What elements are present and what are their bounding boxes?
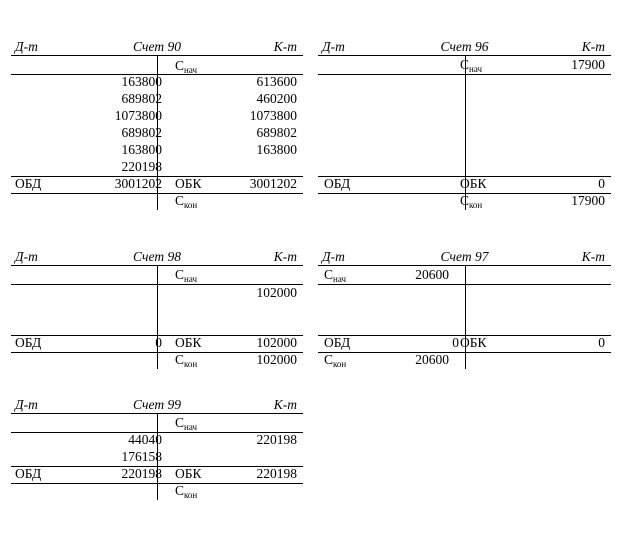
opening-balance-row	[11, 267, 303, 284]
debit-turnover-value: 0	[155, 335, 162, 350]
opening-rule	[318, 74, 611, 75]
opening-balance-value: 17900	[571, 57, 605, 72]
opening-balance-value: 20600	[415, 267, 449, 282]
credit-label: К-т	[581, 39, 605, 54]
closing-balance-label: $С_{кон}$	[175, 483, 198, 500]
debit-label: Д-т	[322, 39, 345, 54]
credit-label: К-т	[273, 397, 297, 412]
closing-balance-label: $С_{кон}$	[175, 193, 198, 210]
debit-turnover-value: 0	[452, 335, 459, 350]
credit-entry: 460200	[256, 91, 297, 106]
debit-entry: 163800	[121, 74, 162, 89]
credit-entry: 613600	[256, 74, 297, 89]
debit-entry: 163800	[121, 142, 162, 157]
credit-label: К-т	[273, 39, 297, 54]
t-account-99	[11, 396, 303, 500]
account-header	[11, 38, 303, 55]
account-header	[318, 248, 611, 265]
credit-turnover-value: 102000	[256, 335, 297, 350]
credit-turnover-label: ОБК	[175, 466, 202, 481]
closing-balance-label: $С_{кон}$	[175, 352, 198, 369]
credit-entry: 1073800	[249, 108, 297, 123]
opening-balance-label: $С_{нач}$	[175, 267, 197, 284]
account-header	[11, 396, 303, 413]
account-title: Счет 96	[440, 39, 489, 54]
closing-balance-value: 102000	[256, 352, 297, 367]
opening-balance-label: $С_{нач}$	[460, 57, 482, 74]
t-account-98	[11, 248, 303, 369]
closing-balance-row	[11, 193, 303, 210]
credit-entry: 220198	[256, 432, 297, 447]
credit-entry: 102000	[256, 285, 297, 300]
account-title: Счет 97	[440, 249, 489, 264]
debit-turnover-label: ОБД	[15, 335, 42, 350]
debit-turnover-label: ОБД	[15, 176, 42, 191]
closing-balance-value: 17900	[571, 193, 605, 208]
debit-turnover-value: 220198	[121, 466, 162, 481]
credit-turnover-value: 220198	[256, 466, 297, 481]
credit-turnover-value: 0	[598, 176, 605, 191]
credit-turnover-label: ОБК	[175, 335, 202, 350]
debit-entry: 220198	[121, 159, 162, 174]
debit-turnover-label: ОБД	[324, 335, 351, 350]
credit-turnover-label: ОБК	[175, 176, 202, 191]
closing-balance-row	[11, 483, 303, 500]
opening-rule	[318, 284, 611, 285]
turnover-row	[318, 335, 611, 352]
credit-label: К-т	[581, 249, 605, 264]
credit-turnover-value: 3001202	[249, 176, 297, 191]
turnover-row	[318, 176, 611, 193]
debit-turnover-label: ОБД	[324, 176, 351, 191]
debit-turnover-value: 3001202	[114, 176, 162, 191]
turnover-row	[11, 176, 303, 193]
closing-balance-row	[318, 352, 611, 369]
account-title: Счет 99	[133, 397, 181, 412]
closing-balance-label: $С_{кон}$	[460, 193, 483, 210]
debit-label: Д-т	[322, 249, 345, 264]
account-header	[318, 38, 611, 55]
opening-balance-label: $С_{нач}$	[175, 58, 197, 75]
account-header	[11, 248, 303, 265]
opening-balance-row	[318, 57, 611, 74]
debit-entry: 44040	[128, 432, 162, 447]
credit-turnover-value: 0	[598, 335, 605, 350]
turnover-row	[11, 335, 303, 352]
debit-label: Д-т	[15, 39, 38, 54]
credit-turnover-label: ОБК	[460, 335, 487, 350]
debit-turnover-label: ОБД	[15, 466, 42, 481]
credit-turnover-label: ОБК	[460, 176, 487, 191]
credit-entry: 689802	[256, 125, 297, 140]
credit-entry: 163800	[256, 142, 297, 157]
opening-balance-row	[11, 415, 303, 432]
opening-balance-row	[11, 57, 303, 74]
closing-balance-value: 20600	[415, 352, 449, 367]
debit-label: Д-т	[15, 397, 38, 412]
turnover-row	[11, 466, 303, 483]
t-account-97	[318, 248, 611, 369]
account-title: Счет 98	[133, 249, 181, 264]
account-title: Счет 90	[133, 39, 181, 54]
opening-balance-label: $С_{нач}$	[175, 415, 197, 432]
closing-balance-label: $С_{кон}$	[324, 352, 347, 369]
opening-balance-row	[318, 267, 611, 284]
closing-balance-row	[318, 193, 611, 210]
opening-balance-label: $С_{нач}$	[324, 267, 346, 284]
credit-label: К-т	[273, 249, 297, 264]
debit-entry: 176158	[121, 449, 162, 464]
debit-entry: 689802	[121, 125, 162, 140]
debit-label: Д-т	[15, 249, 38, 264]
closing-balance-row	[11, 352, 303, 369]
debit-entry: 689802	[121, 91, 162, 106]
t-account-90	[11, 38, 303, 210]
debit-entry: 1073800	[114, 108, 162, 123]
t-account-96	[318, 38, 611, 210]
